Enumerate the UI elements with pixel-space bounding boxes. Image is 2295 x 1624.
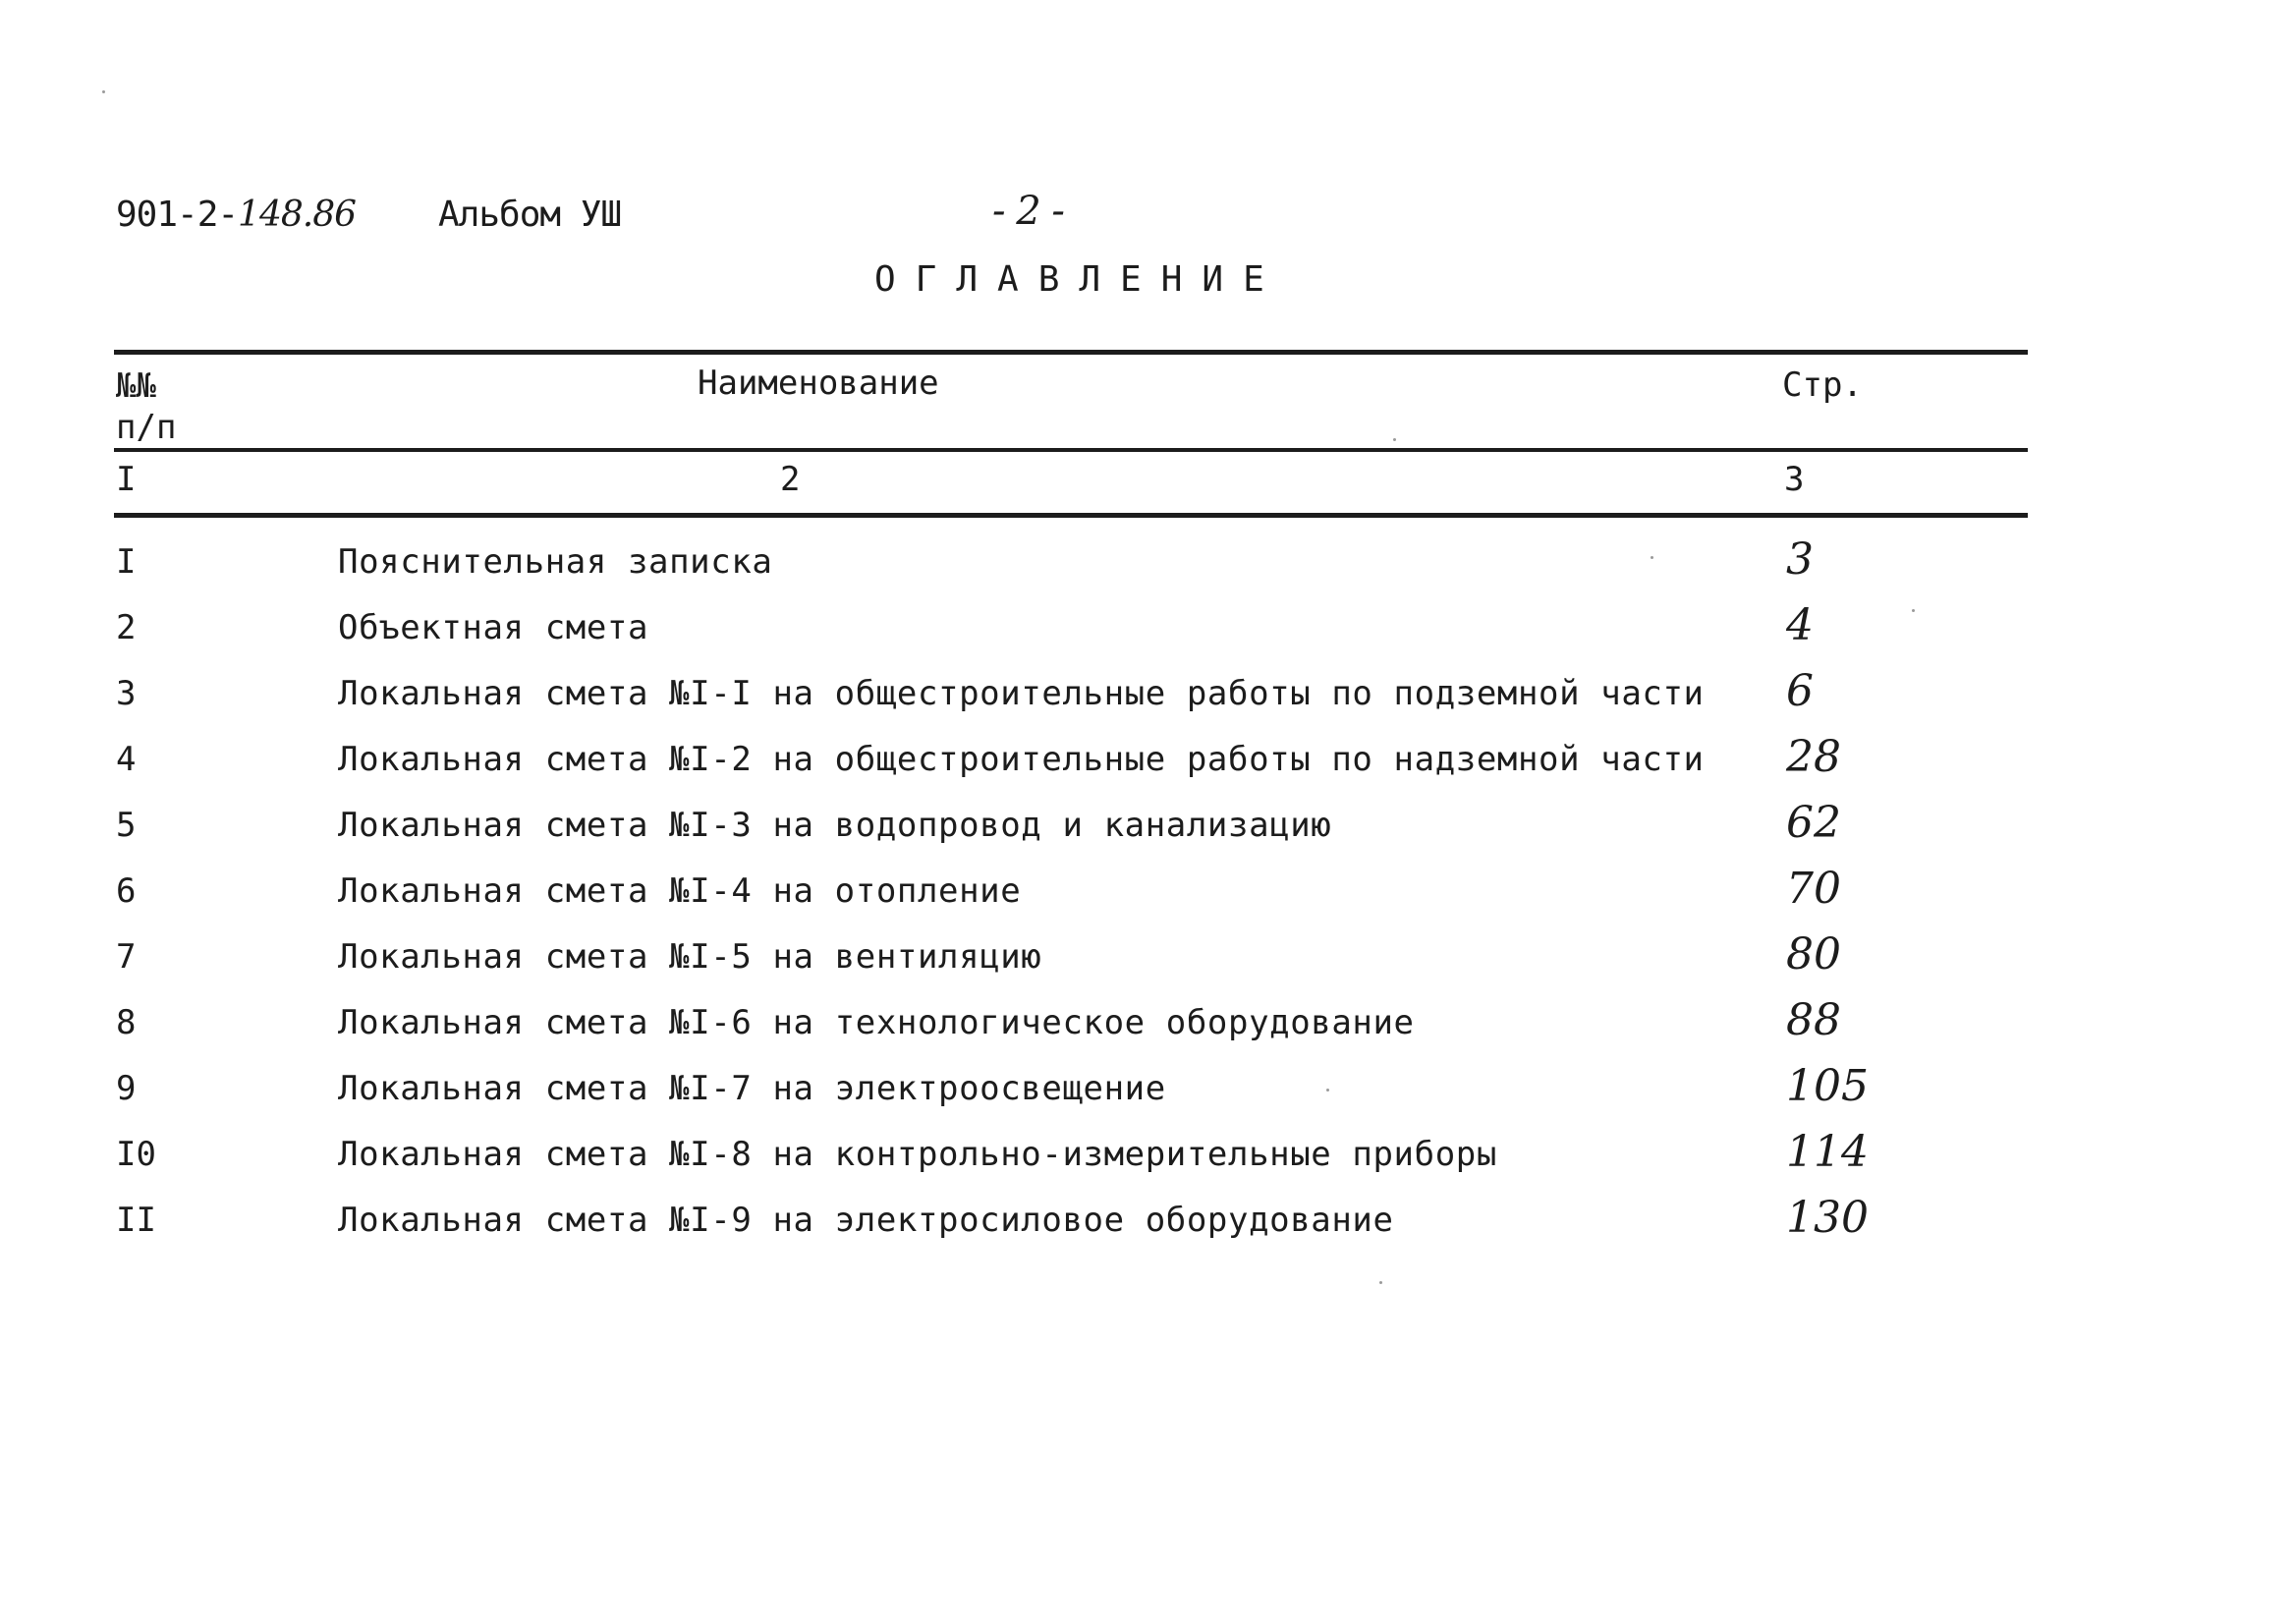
- row-name: Локальная смета №I-8 на контрольно-измерительные приборы: [338, 1135, 1497, 1174]
- row-page: 70: [1786, 864, 1841, 914]
- row-number: 6: [116, 871, 137, 911]
- row-number: 4: [116, 740, 137, 779]
- table-top-rule: [114, 350, 2028, 355]
- row-number: 9: [116, 1069, 137, 1108]
- row-name: Локальная смета №I-4 на отопление: [338, 871, 1022, 911]
- column-header-number-text: №№ п/п: [116, 366, 177, 447]
- document-code: [116, 195, 356, 235]
- row-name: Локальная смета №I-9 на электросиловое оборудование: [338, 1201, 1394, 1240]
- row-page: 3: [1786, 534, 1814, 585]
- row-name: Локальная смета №I-7 на электроосвещение: [338, 1069, 1166, 1108]
- row-page: 62: [1786, 798, 1841, 848]
- column-number-1: I: [116, 460, 137, 499]
- table-row: [0, 864, 2295, 937]
- row-page: 105: [1786, 1061, 1869, 1111]
- row-number: 2: [116, 608, 137, 647]
- row-page: 4: [1786, 600, 1814, 650]
- column-header-page: Стр.: [1782, 365, 1863, 405]
- row-name: Локальная смета №I-2 на общестроительные работы по надземной части: [338, 740, 1705, 779]
- row-number: 5: [116, 806, 137, 845]
- scan-speck: [1379, 1281, 1382, 1284]
- table-row: [0, 929, 2295, 1003]
- row-number: I: [116, 542, 137, 582]
- scan-speck: [1326, 1089, 1329, 1092]
- row-name: Локальная смета №I-5 на вентиляцию: [338, 937, 1042, 977]
- document-code-printed: 901-2-: [116, 195, 239, 235]
- scan-speck: [1393, 438, 1396, 441]
- row-number: 7: [116, 937, 137, 977]
- row-page: 28: [1786, 732, 1841, 782]
- column-header-number: [116, 365, 176, 448]
- table-row: [0, 1061, 2295, 1135]
- row-number: 3: [116, 674, 137, 713]
- page-number: - 2 -: [992, 189, 1064, 234]
- row-name: Локальная смета №I-6 на технологическое оборудование: [338, 1003, 1415, 1042]
- table-row: [0, 534, 2295, 608]
- column-number-2: 2: [780, 460, 801, 499]
- album-label: Альбом УШ: [438, 195, 622, 235]
- document-code-handwritten: 148.86: [238, 195, 357, 235]
- row-name: Пояснительная записка: [338, 542, 773, 582]
- row-page: 130: [1786, 1193, 1869, 1243]
- scan-speck: [1651, 556, 1653, 559]
- table-row: [0, 732, 2295, 806]
- table-header-rule: [114, 448, 2028, 452]
- table-body-rule: [114, 513, 2028, 518]
- table-row: [0, 798, 2295, 871]
- table-row: [0, 600, 2295, 674]
- row-number: I0: [116, 1135, 156, 1174]
- row-page: 114: [1786, 1127, 1869, 1177]
- page-title: ОГЛАВЛЕНИЕ: [874, 259, 1284, 300]
- row-name: Объектная смета: [338, 608, 649, 647]
- table-row: [0, 1127, 2295, 1201]
- row-name: Локальная смета №I-I на общестроительные работы по подземной части: [338, 674, 1705, 713]
- row-name: Локальная смета №I-3 на водопровод и канализацию: [338, 806, 1332, 845]
- row-number: 8: [116, 1003, 137, 1042]
- row-page: 88: [1786, 995, 1841, 1045]
- table-row: [0, 666, 2295, 740]
- scan-speck: [102, 90, 105, 93]
- column-number-3: 3: [1784, 460, 1805, 499]
- column-header-name: Наименование: [698, 364, 939, 403]
- row-number: II: [116, 1201, 156, 1240]
- table-row: [0, 1193, 2295, 1266]
- table-row: [0, 995, 2295, 1069]
- row-page: 80: [1786, 929, 1841, 980]
- row-page: 6: [1786, 666, 1814, 716]
- scan-speck: [1912, 609, 1915, 612]
